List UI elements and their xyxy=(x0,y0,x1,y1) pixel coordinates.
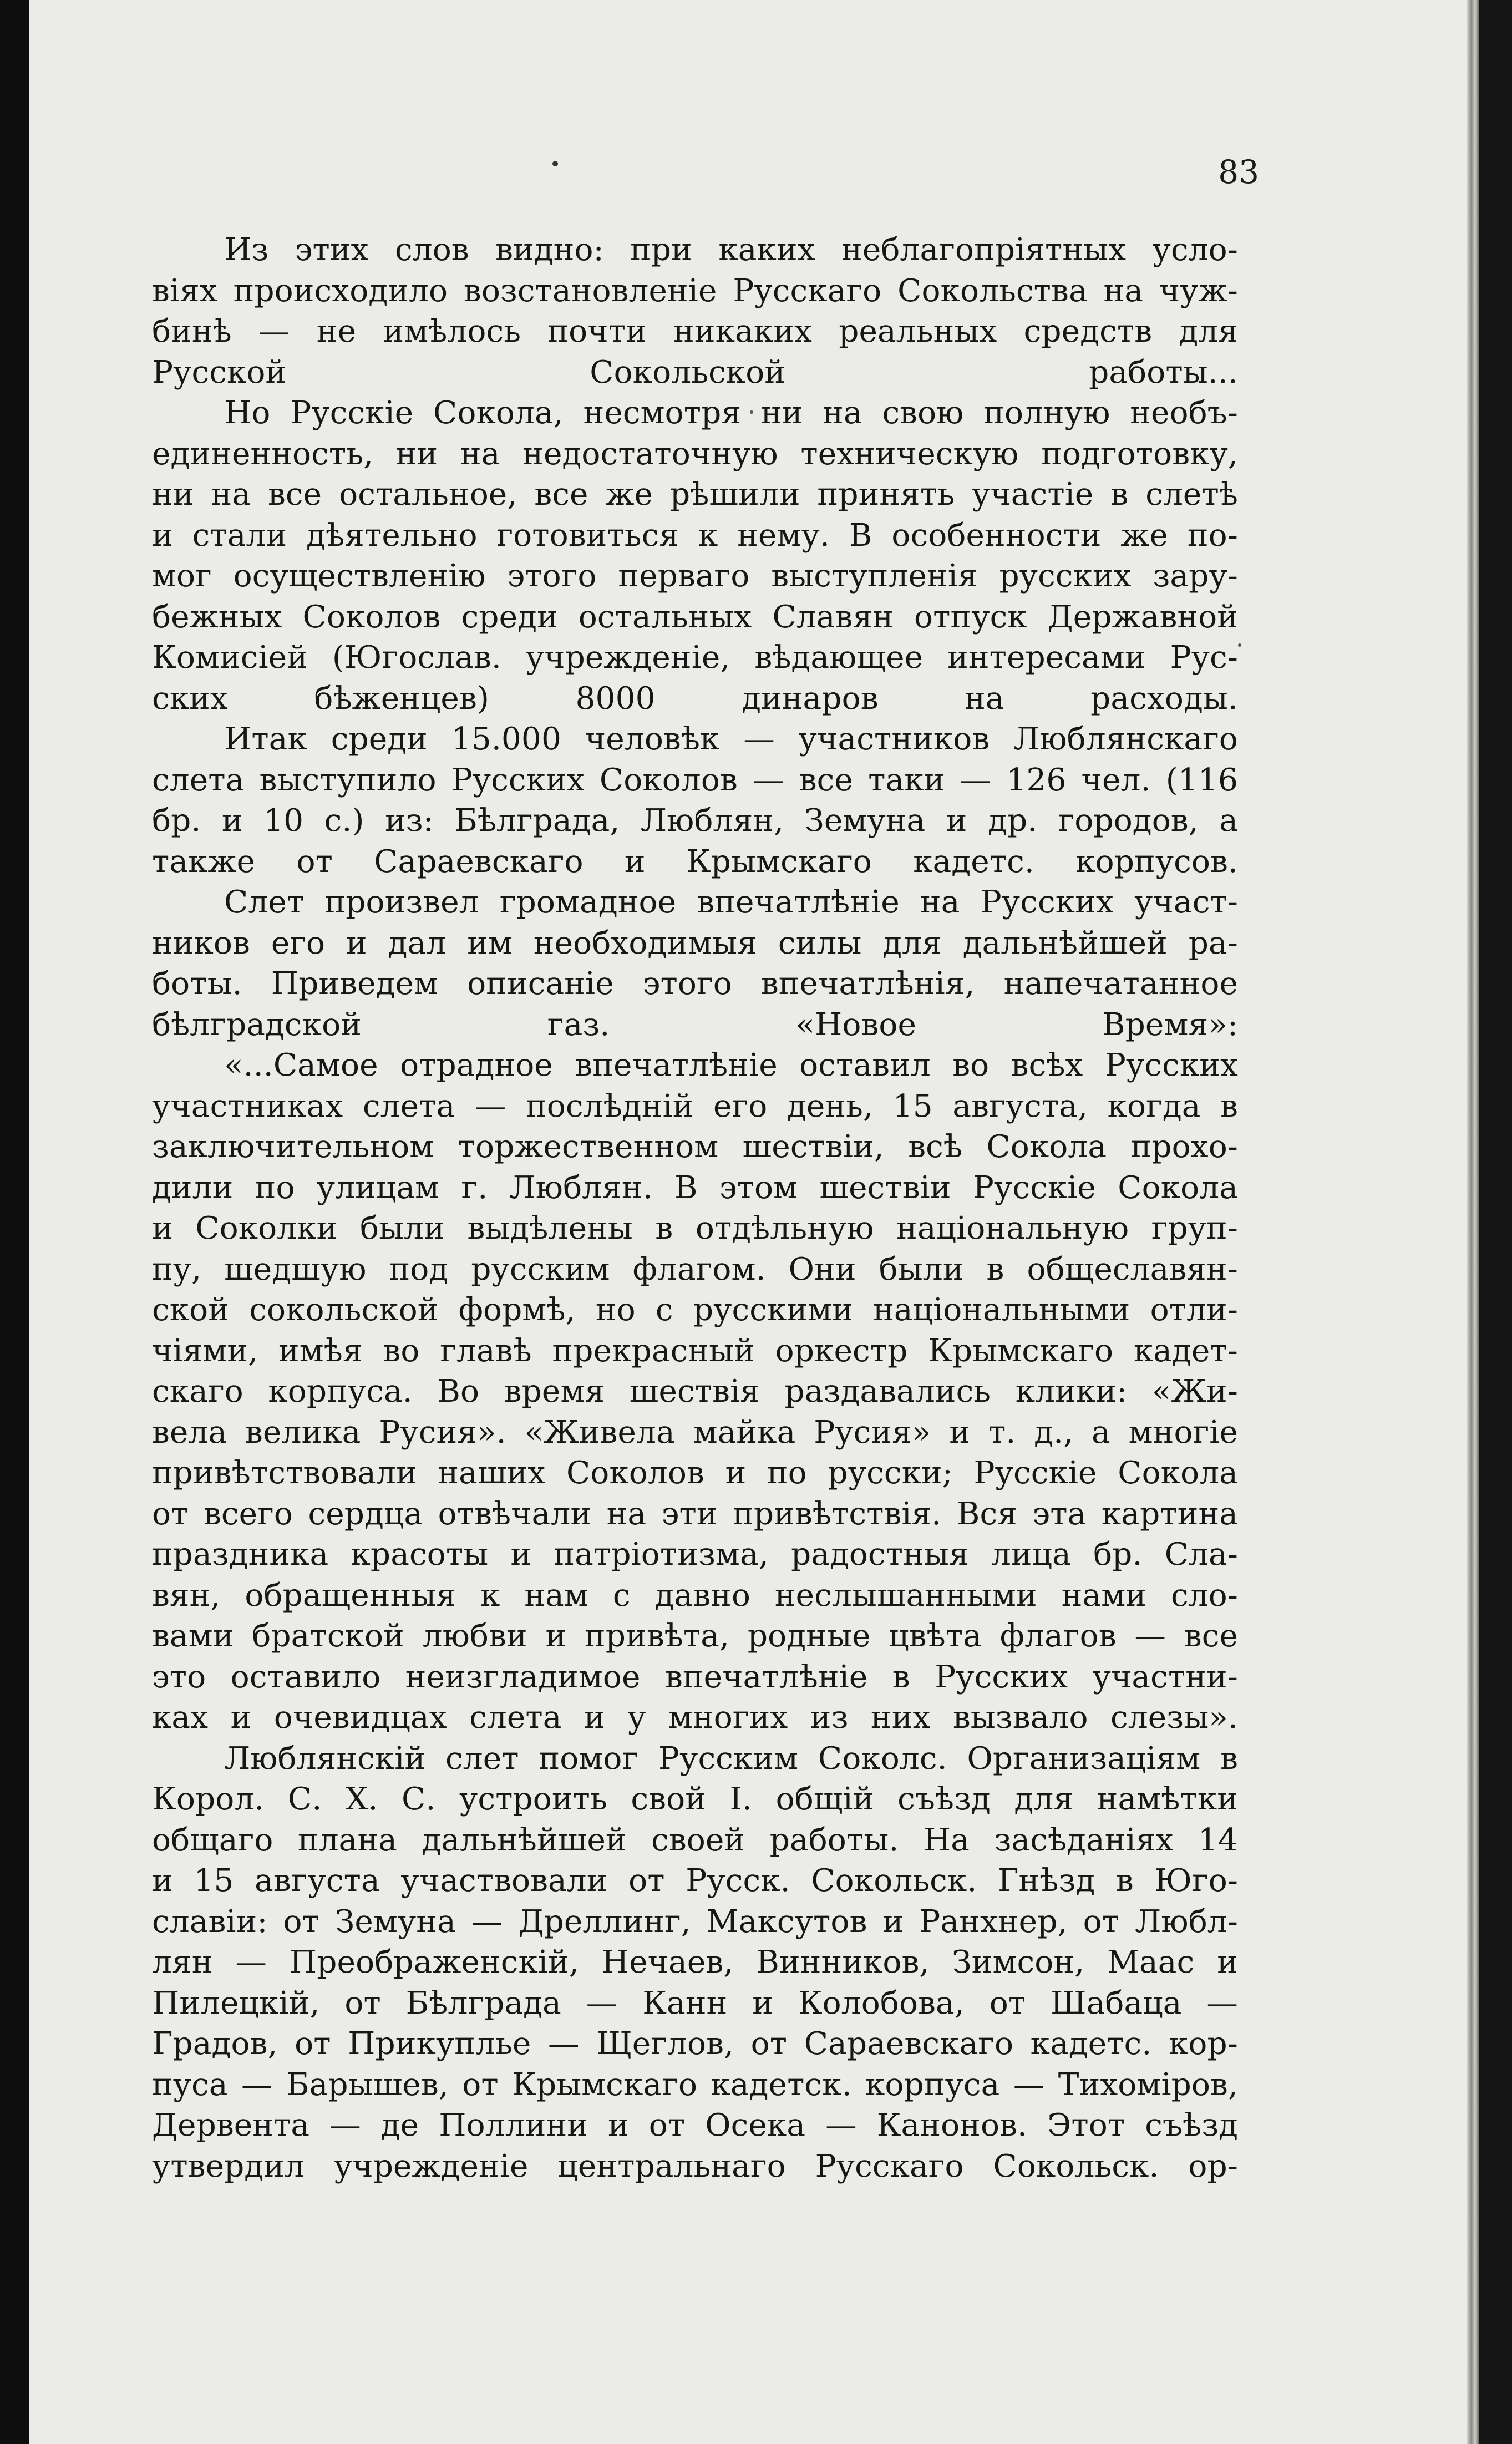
scan-right-border xyxy=(1479,0,1512,2444)
paragraph-3: Итак среди 15.000 человѣк — участников Люблянскаго слета выступило Русских Соколов — все таки — 126 чел. (116 бр. и 10 с.) из: Бѣлграда, Люблян, Земуна и др. городов, а также от Сараевскаго и Крымскаго кадетс. корпусов. xyxy=(152,721,1238,880)
page-edge-shadow xyxy=(1467,0,1479,2444)
body-text xyxy=(152,230,1238,2187)
page-number: 83 xyxy=(1218,153,1259,191)
paragraph-6: Люблянскій слет помог Русским Соколс. Организаціям в Корол. С. Х. С. устроить свой I. общій съѣзд для намѣтки общаго плана дальнѣйшей своей работы. На засѣданіях 14 и 15 августа участвовали от Русск. Сокольск. Гнѣзд в Юго- славіи: от Земуна — Дреллинг, Максутов и Ранхнер, от Любл- лян — Преображенскій, Нечаев, Винников, Зимсон, Маас и Пилецкій, от Бѣлграда — Канн и Колобова, от Шабаца — Градов, от Прикуплье — Щеглов, от Сараевскаго кадетс. кор- пуса — Барышев, от Крымскаго кадетск. корпуса — Тихоміров, Дервента — де Поллини и от Осека — Канонов. Этот съѣзд утвердил учрежденіе центральнаго Русскаго Сокольск. ор- xyxy=(152,1740,1238,2184)
paragraph-1: Из этих слов видно: при каких неблагопріятных усло- віях происходило возстановленіе Русскаго Сокольства на чуж- бинѣ — не имѣлось почти никаких реальных средств для Русской Сокольской работы... xyxy=(152,232,1238,391)
scan-left-border xyxy=(0,0,29,2444)
paragraph-2: Но Русскіе Сокола, несмотря ни на свою полную необъ- единенность, ни на недостаточную техническую подготовку, ни на все остальное, все же рѣшили принять участіе в слетѣ и стали дѣятельно готовиться к нему. В особенности же по- мог осуществленію этого перваго выступленія русских зару- бежных Соколов среди остальных Славян отпуск Державной Комисіей (Югослав. учрежденіе, вѣдающее интересами Рус- ских бѣженцев) 8000 динаров на расходы. xyxy=(152,395,1238,717)
print-dot-mark xyxy=(552,161,558,166)
print-speck xyxy=(1238,643,1241,647)
book-page xyxy=(29,0,1467,2444)
paragraph-4: Слет произвел громадное впечатлѣніе на Русских участ- ников его и дал им необходимыя силы для дальнѣйшей ра- боты. Приведем описаніе этого впечатлѣнія, напечатанное бѣлградской газ. «Новое Время»: xyxy=(152,884,1238,1043)
paragraph-5-quote: «...Самое отрадное впечатлѣніе оставил во всѣх Русских участниках слета — послѣдній его день, 15 августа, когда в заключительном торжественном шествіи, всѣ Сокола прохо- дили по улицам г. Люблян. В этом шествіи Русскіе Сокола и Соколки были выдѣлены в отдѣльную національную груп- пу, шедшую под русским флагом. Они были в общеславян- ской сокольской формѣ, но с русскими національными отли- чіями, имѣя во главѣ прекрасный оркестр Крымскаго кадет- скаго корпуса. Во время шествія раздавались клики: «Жи- вела велика Русия». «Живела майка Русия» и т. д., а многіе привѣтствовали наших Соколов и по русски; Русскіе Сокола от всего сердца отвѣчали на эти привѣтствія. Вся эта картина праздника красоты и патріотизма, радостныя лица бр. Сла- вян, обращенныя к нам с давно неслышанными нами сло- вами братской любви и привѣта, родные цвѣта флагов — все это оставило неизгладимое впечатлѣніе в Русских участни- ках и очевидцах слета и у многих из них вызвало слезы». xyxy=(152,1047,1238,1736)
